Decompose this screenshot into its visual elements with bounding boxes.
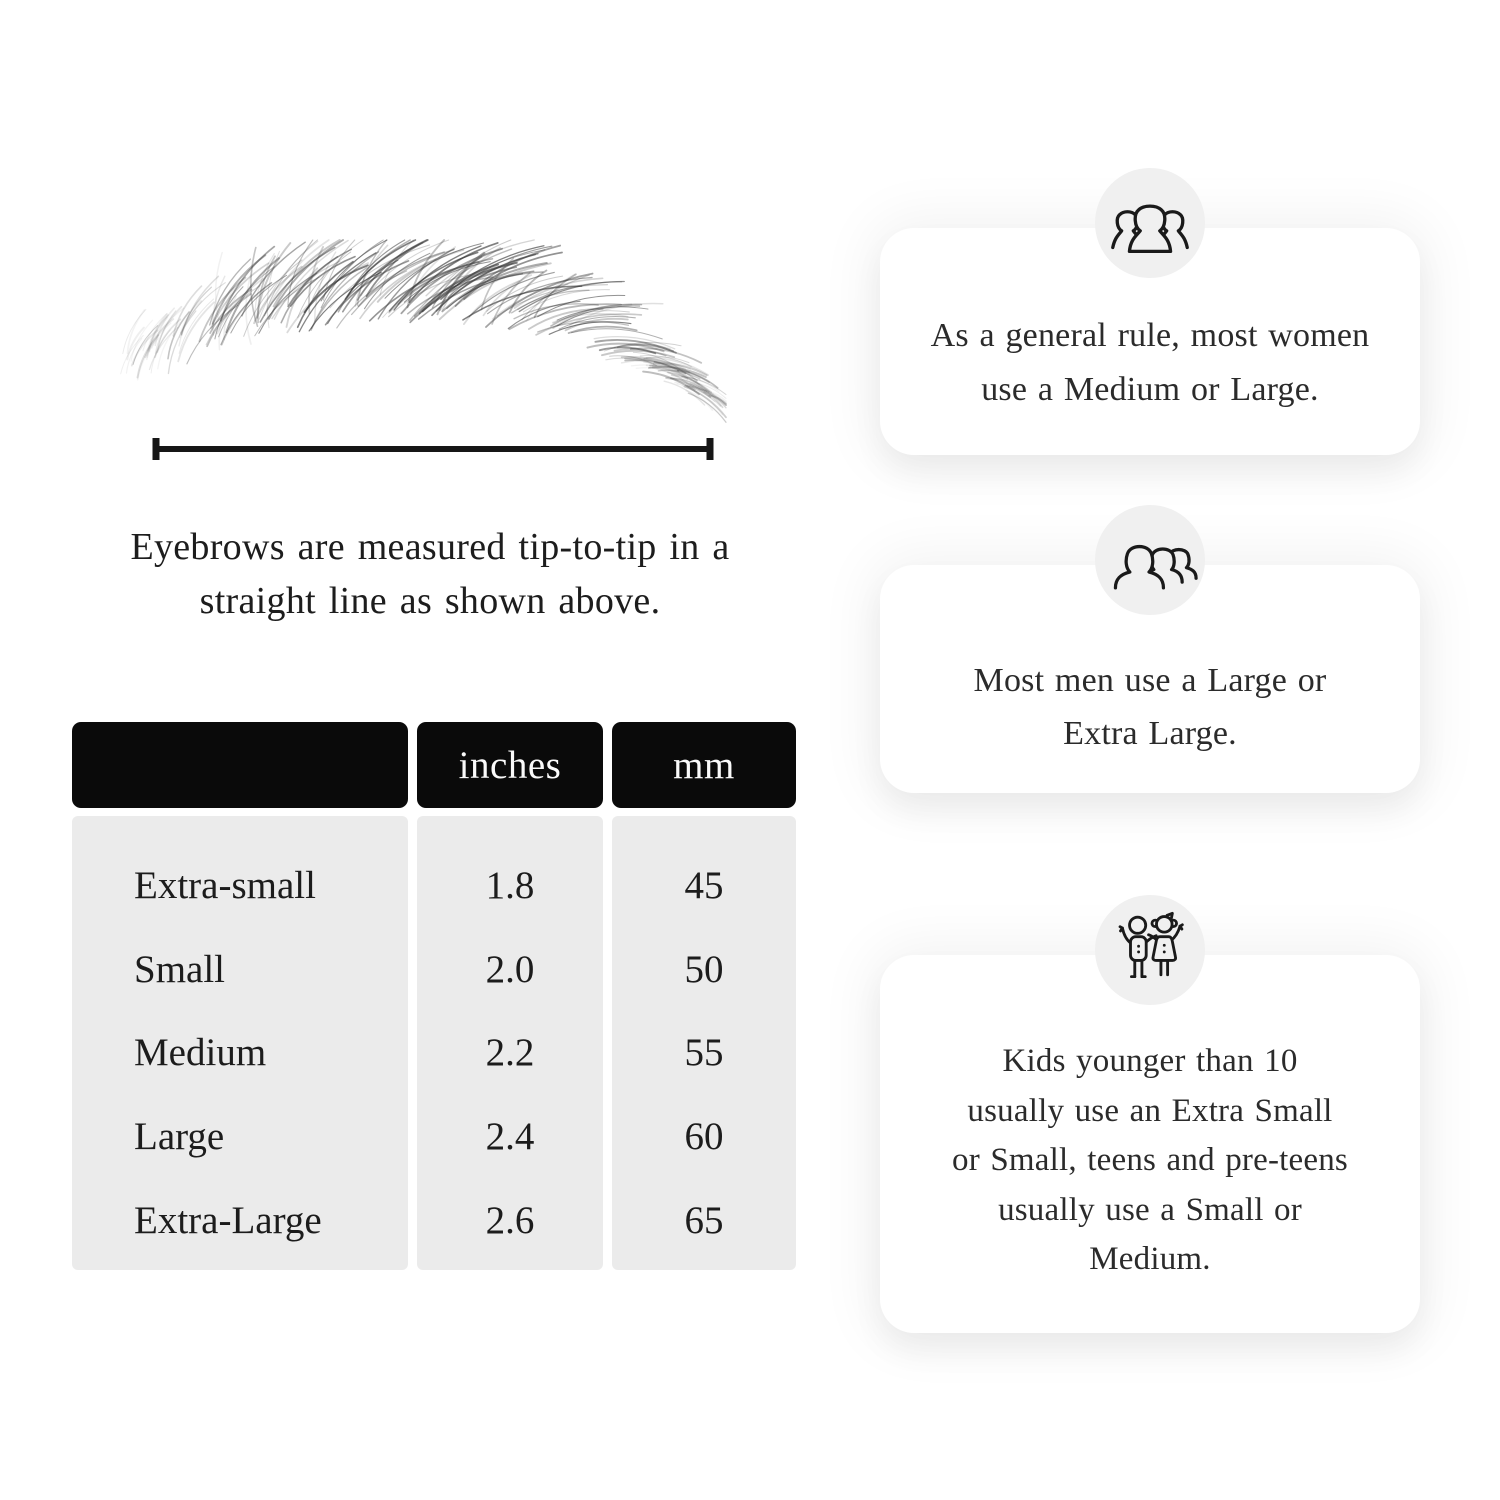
- table-header-size: [72, 722, 408, 808]
- size-label: Small: [134, 947, 226, 991]
- card-text-women: As a general rule, most women use a Medium or Large.: [930, 317, 1370, 408]
- mm-value: 60: [684, 1115, 724, 1159]
- card-text-men: Most men use a Large or Extra Large.: [973, 661, 1327, 752]
- table-header-inches: inches: [417, 722, 603, 808]
- inches-value: 2.0: [485, 947, 535, 991]
- size-label: Extra-small: [134, 864, 316, 908]
- inches-value: 2.6: [485, 1198, 535, 1242]
- card-text-kids: Kids younger than 10 usually use an Extra Small or Small, teens and pre-teens usually use a Small or Medium.: [952, 1043, 1348, 1278]
- size-label: Large: [134, 1115, 225, 1159]
- mm-value: 65: [684, 1198, 724, 1242]
- eyebrow-drawing: [108, 234, 736, 448]
- table-header-mm: mm: [612, 722, 796, 808]
- info-card-women: [880, 228, 1420, 455]
- mm-value: 55: [684, 1031, 724, 1075]
- info-card-kids: [880, 955, 1420, 1333]
- measurement-line: [150, 436, 716, 462]
- men-icon: [1095, 505, 1205, 615]
- eyebrow-illustration: [108, 234, 736, 448]
- table-column-size: [72, 816, 408, 1270]
- size-label: Extra-Large: [134, 1198, 322, 1242]
- inches-value: 2.2: [485, 1031, 535, 1075]
- measurement-caption: Eyebrows are measured tip-to-tip in a straight line as shown above.: [130, 526, 730, 623]
- size-label: Medium: [134, 1031, 267, 1075]
- table-column-mm: [612, 816, 796, 1270]
- info-card-men: [880, 565, 1420, 793]
- inches-value: 2.4: [485, 1115, 535, 1159]
- kids-icon: [1095, 895, 1205, 1005]
- inches-value: 1.8: [485, 864, 535, 908]
- table-column-inches: [417, 816, 603, 1270]
- mm-value: 50: [684, 947, 724, 991]
- mm-value: 45: [684, 864, 724, 908]
- women-icon: [1095, 168, 1205, 278]
